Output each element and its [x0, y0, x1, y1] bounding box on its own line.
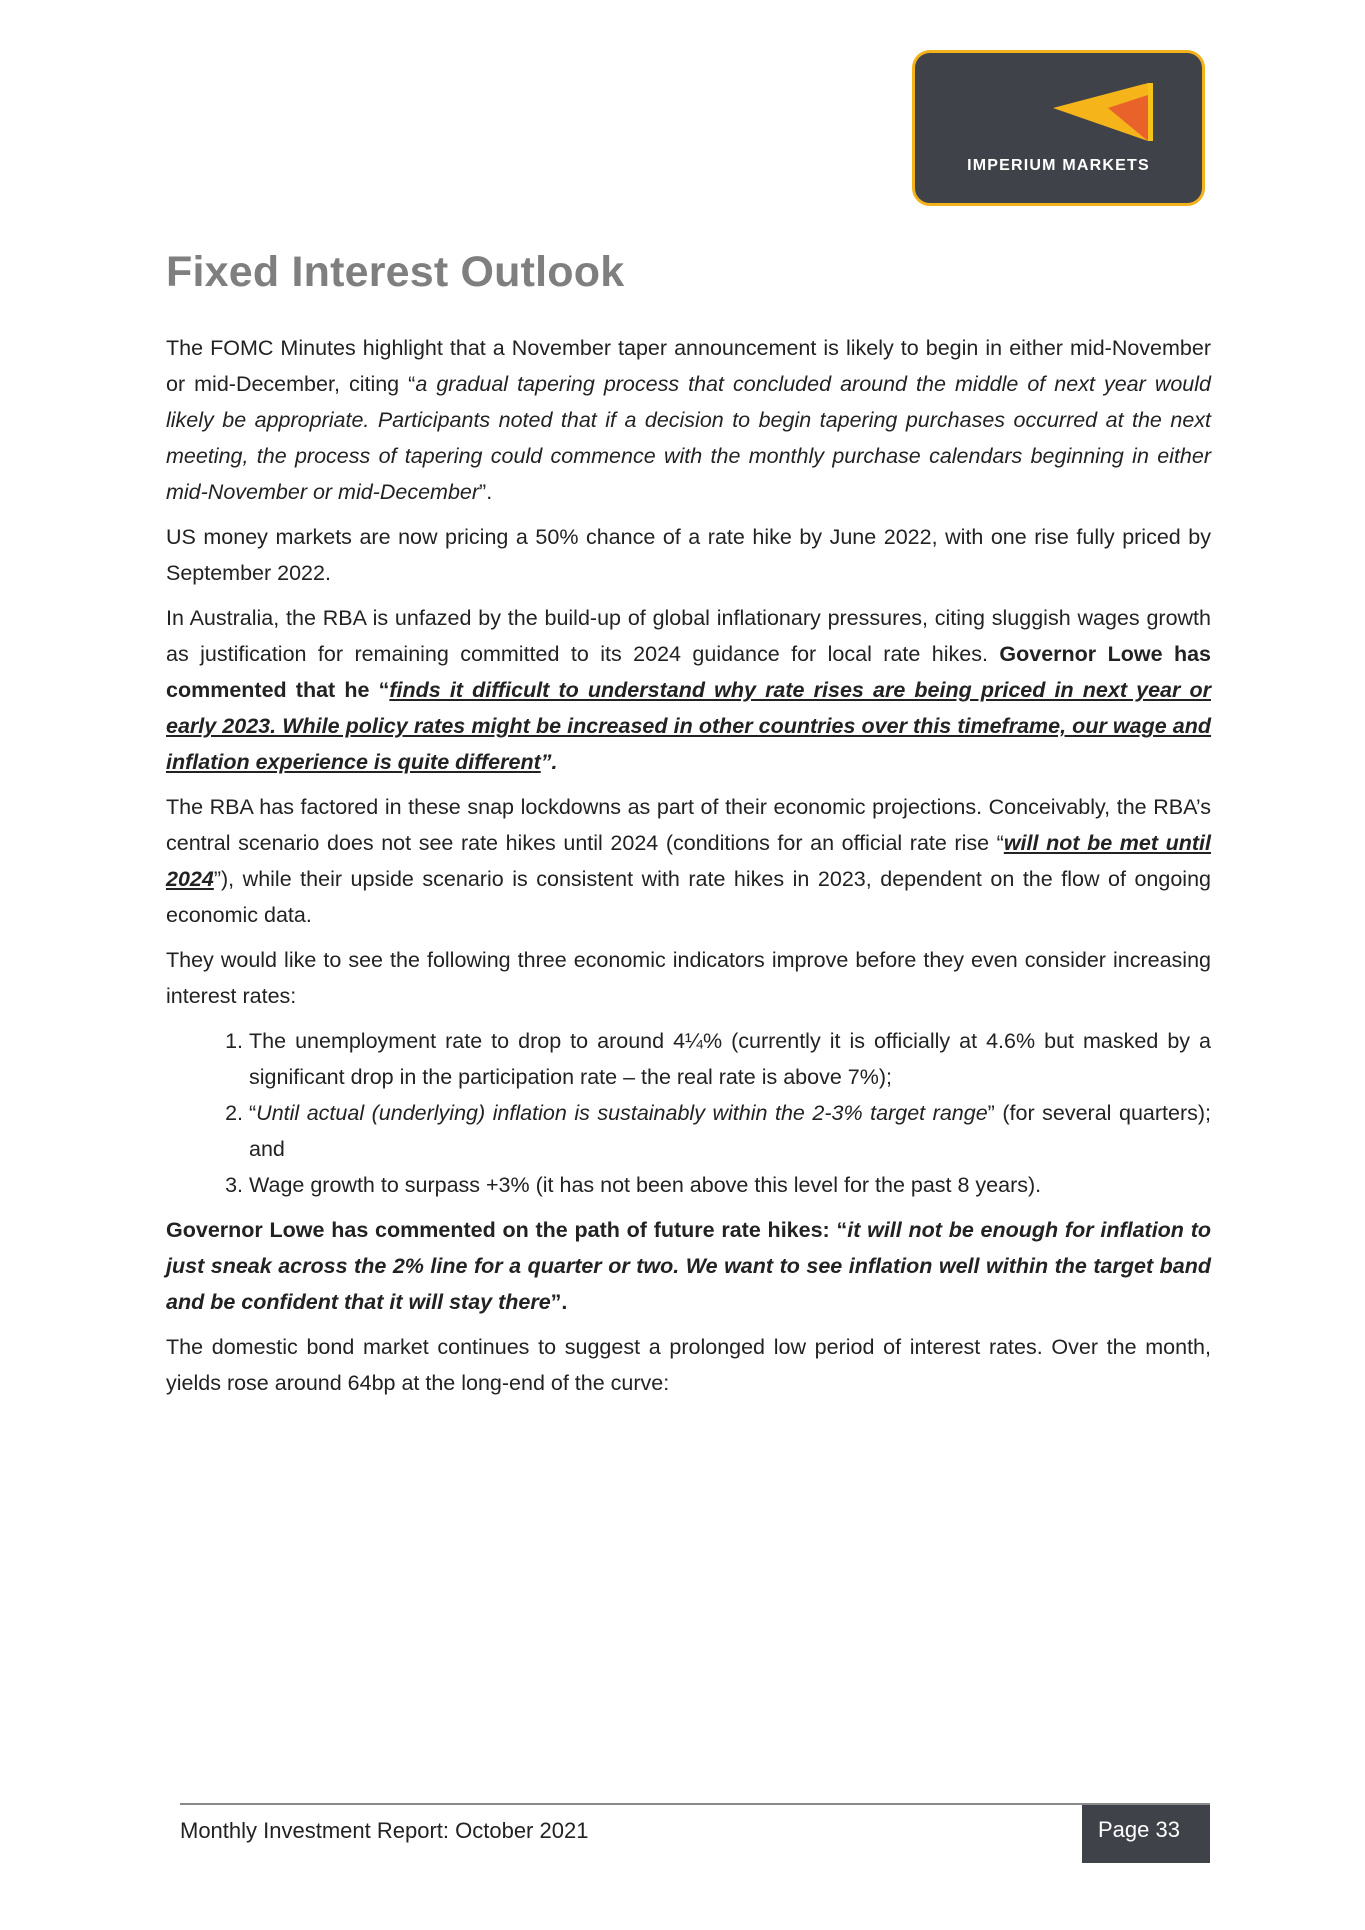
footer-report-title: Monthly Investment Report: October 2021 — [180, 1818, 589, 1843]
paragraph-indicators-intro: They would like to see the following three economic indicators improve before they even consider increasing interest rates: — [166, 948, 1211, 1008]
rba-quote: will not be met until 2024 — [166, 831, 1211, 891]
logo-text: IMPERIUM MARKETS — [967, 157, 1150, 174]
emphasis: Governor Lowe has commented on the path of future rate hikes: “ — [166, 1218, 848, 1242]
text: ”), while their upside scenario is consistent with rate hikes in 2023, dependent on the flow of ongoing economic data. — [166, 867, 1211, 927]
paragraph-rba-scenario — [166, 789, 1211, 933]
list-item: 3. Wage growth to surpass +3% (it has not been above this level for the past 8 years). — [249, 1167, 1211, 1203]
indicator-list — [166, 1023, 1211, 1203]
footer-divider — [180, 1803, 1210, 1805]
page-number: Page 33 — [1082, 1805, 1210, 1863]
text: ” (for several quarters); and — [249, 1101, 1211, 1161]
text: ”. — [540, 750, 558, 774]
text: The FOMC Minutes highlight that a November taper announcement is likely to begin in either mid-November or mid-December, citing “ — [166, 336, 1211, 396]
paragraph-us-markets: US money markets are now pricing a 50% chance of a rate hike by June 2022, with one rise fully priced by September 2022. — [166, 525, 1211, 585]
inflation-quote: Until actual (underlying) inflation is sustainably within the 2-3% target range — [256, 1101, 988, 1125]
article-body — [166, 330, 1211, 1410]
list-item: 1. The unemployment rate to drop to around 4¼% (currently it is officially at 4.6% but masked by a significant drop in the participation rate – the real rate is above 7%); — [249, 1023, 1211, 1095]
text: ”. — [479, 480, 493, 504]
list-item — [249, 1095, 1211, 1167]
lowe-quote: finds it difficult to understand why rate rises are being priced in next year or early 2023. While policy rates might be increased in other countries over this timeframe, our wage and inflation experience is quite different — [166, 678, 1212, 774]
company-logo — [912, 50, 1205, 206]
paragraph-future-hikes — [166, 1212, 1211, 1320]
text: In Australia, the RBA is unfazed by the build-up of global inflationary pressures, citing sluggish wages growth as justification for remaining committed to its 2024 guidance for local rate hikes. — [166, 606, 1211, 666]
future-hikes-quote: it will not be enough for inflation to just sneak across the 2% line for a quarter or two. We want to see inflation well within the target band and be confident that it will stay there — [166, 1218, 1211, 1314]
logo-arrow-icon — [1053, 75, 1173, 145]
paragraph-bond-market: The domestic bond market continues to suggest a prolonged low period of interest rates. Over the month, yields rose around 64bp at the long-end of the curve: — [166, 1335, 1211, 1395]
emphasis: Governor Lowe has commented that he “ — [166, 642, 1211, 702]
paragraph-australia — [166, 600, 1211, 780]
text: “ — [249, 1101, 257, 1125]
paragraph-fomc — [166, 330, 1211, 510]
text: ”. — [550, 1290, 568, 1314]
text: The RBA has factored in these snap lockdowns as part of their economic projections. Conceivably, the RBA’s central scenario does not see rate hikes until 2024 (conditions for an official rate rise “ — [166, 795, 1211, 855]
page-title: Fixed Interest Outlook — [166, 248, 625, 296]
fomc-quote: a gradual tapering process that concluded around the middle of next year would likely be appropriate. Participants noted that if a decision to begin tapering purchases occurred at the next meeting, the process of tapering could commence with the monthly purchase calendars beginning in either mid-November or mid-December — [166, 372, 1212, 504]
